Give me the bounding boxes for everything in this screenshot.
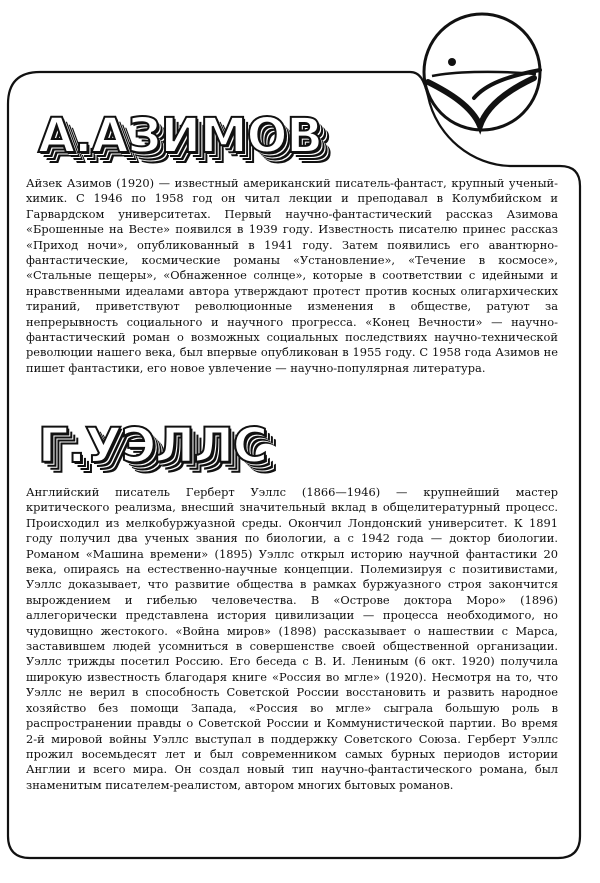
publisher-logo-icon [424,14,540,130]
asimov-heading: А.АЗИМОВ [38,108,322,164]
wells-heading: Г.УЭЛЛС [38,418,268,474]
wells-biography: Английский писатель Герберт Уэллс (1866—1946) — крупнейший мастер критического реализма, внесший значительный вклад в общелитературный процесс. Происходил из мелкобуржуазной среды. Окончил Лондонский университет. К 1891 году получил два ученых звания по биологии, а с 1942 года — доктор биологии. Романом «Машина времени» (1895) Уэллс открыл историю научной фантастики 20 века, опираясь на естественно-научные концепции. Полемизируя с позитивистами, Уэллс доказывает, что развитие общества в рамках буржуазного строя закончится вырождением и гибелью человечества. В «Острове доктора Моро» (1896) аллегорически представлена история цивилизации — процесса необходимого, но чудовищно жестокого. «Война миров» (1898) рассказывает о нашествии с Марса, заставившем людей усомниться в совершенстве своей общественной организации. Уэллс трижды посетил Россию. Его беседа с В. И. Лениным (6 окт. 1920) получила широкую известность благодаря книге «Россия во мгле» (1920). Несмотря на то, что Уэллс не верил в способность Советской России восстановить и развить народное хозяйство без помощи Запада, «Россия во мгле» сыграла большую роль в распространении правды о Советской России и Коммунистической партии. Во время 2-й мировой войны Уэллс выступал в поддержку Советского Союза. Герберт Уэллс прожил восемьдесят лет и был современником самых бурных периодов истории Англии и всего мира. Он создал новый тип научно-фантастического романа, был знаменитым писателем-реалистом, автором многих бытовых романов. [26,485,558,792]
asimov-biography: Айзек Азимов (1920) — известный американский писатель-фантаст, крупный ученый-химик. С 1946 по 1958 год он читал лекции и преподавал в Колумбийском и Гарвардском университетах. Первый научно-фантастический рассказ Азимова «Брошенные на Весте» появился в 1939 году. Известность писателю принес рассказ «Приход ночи», опубликованный в 1941 году. Затем появились его авантюрно-фантастические, космические романы «Установление», «Течение в космосе», «Стальные пещеры», «Обнаженное солнце», которые в соответствии с идейными и нравственными идеалами автора утверждают протест против косных олигархических тираний, приветствуют революционные изменения в обществе, ратуют за непрерывность социального и научного прогресса. «Конец Вечности» — научно-фантастический роман о возможных социальных последствиях научно-технической революции нашего века, был впервые опубликован в 1955 году. С 1958 года Азимов не пишет фантастики, его новое увлечение — научно-популярная литература. [26,176,558,375]
